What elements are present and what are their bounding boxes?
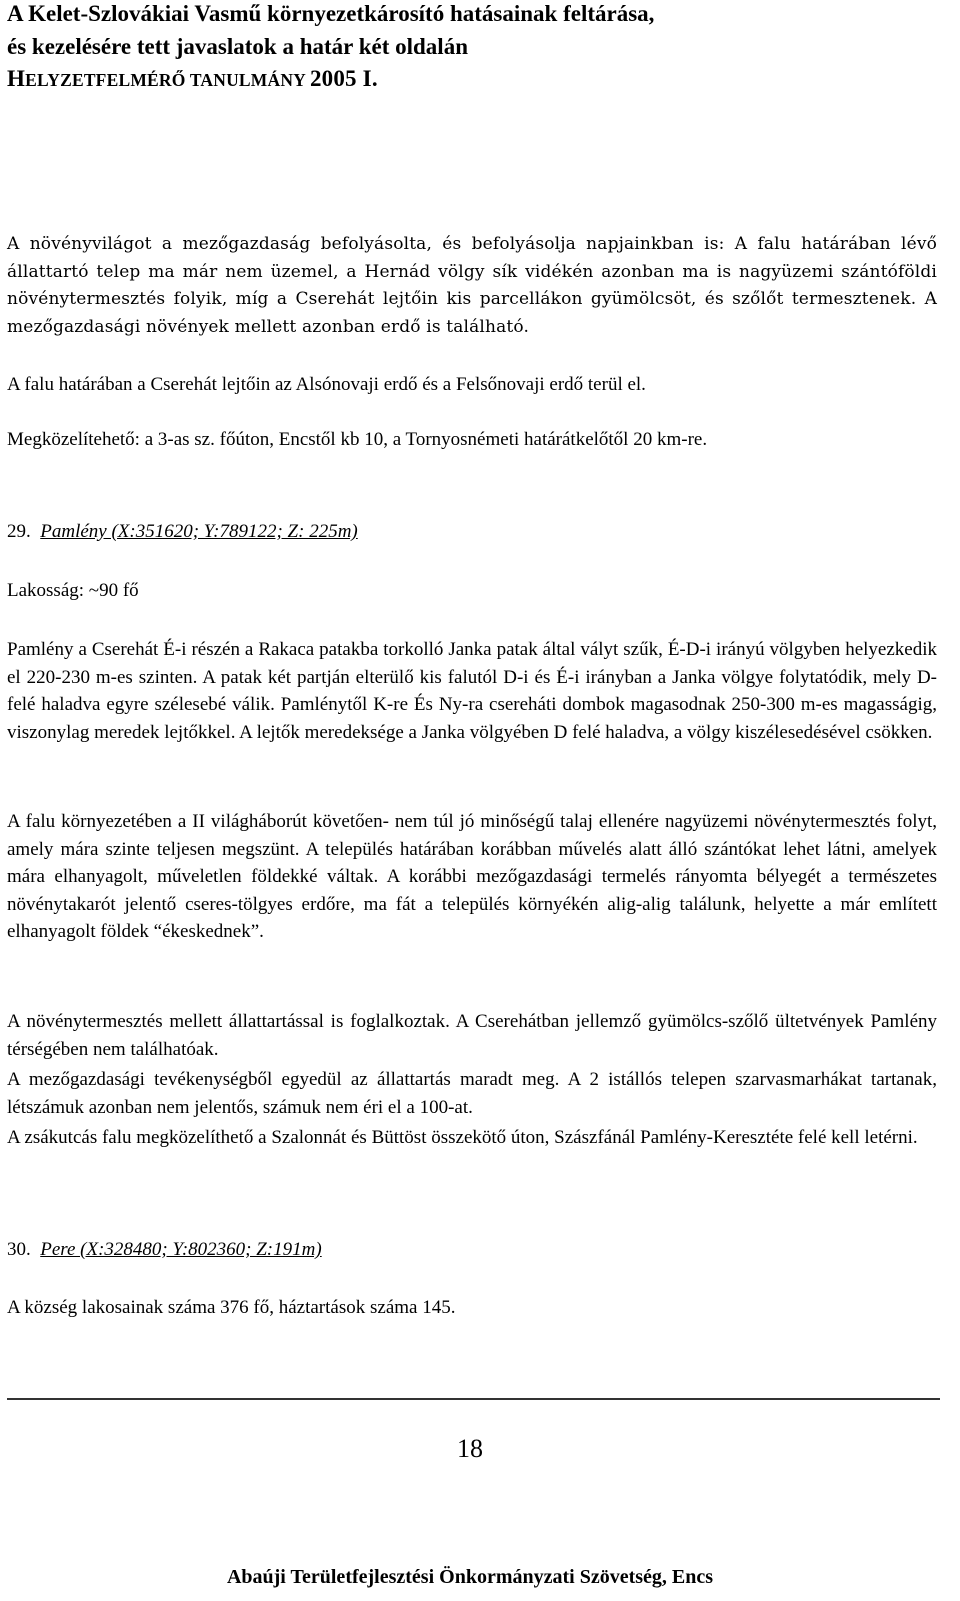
paragraph-livestock: A növénytermesztés mellett állattartással is foglalkoztak. A Cserehátban jellemző gyümölcs-szőlő ültetvények Pamlény térségében nem találhatóak. xyxy=(7,1011,937,1060)
header-subtitle-year: 2005 I. xyxy=(309,66,378,91)
header-subtitle-initial: H xyxy=(7,66,26,91)
paragraph-cattle: A mezőgazdasági tevékenységből egyedül az állattartás maradt meg. A 2 istállós telepen szarvasmarhákat tartanak, létszámuk azonban nem jelentős, számuk nem éri el a 100-at. xyxy=(7,1069,937,1118)
paragraph-agriculture-history: A falu környezetében a II világháborút követően- nem túl jó minőségű talaj ellenére nagyüzemi növénytermesztés folyt, amely mára szinte teljesen megszünt. A település határában korábban művelés alatt álló szántókat lehet látni, amelyek mára elhanyagolt, műveletlen földekké váltak. A korábbi mezőgazdasági termelés rányomta bélyegét a természetes növénytakarót jelentő cseres-tölgyes erdőre, ma fát a település környékén alig-alig találunk, helyette a már említett elhanyagolt földek “ékeskednek”. xyxy=(7,811,937,942)
paragraph-forests: A falu határában a Cserehát lejtőin az Alsónovaji erdő és a Felsőnovaji erdő terül el. xyxy=(7,374,646,395)
footer-divider xyxy=(7,1398,940,1400)
paragraph-dead-end-village: A zsákutcás falu megközelíthető a Szalonnát és Büttöst összekötő úton, Szászfánál Pamlény-Keresztéte felé kell letérni. xyxy=(7,1127,918,1148)
header-subtitle xyxy=(7,65,378,94)
section-title-29: Pamlény (X:351620; Y:789122; Z: 225m) xyxy=(40,521,358,542)
section-number-30: 30. xyxy=(7,1239,31,1260)
section-number-29: 29. xyxy=(7,521,31,542)
paragraph-vegetation: A növényvilágot a mezőgazdaság befolyásolta, és befolyásolja napjainkban is: A falu határában lévő állattartó telep ma már nem üzemel, a Hernád völgy sík vidékén azonban ma is nagyüzemi szántóföldi növénytermesztés folyik, míg a Cserehát lejtőin kis parcellákon gyümölcsöt, és szőlőt termesztenek. A mezőgazdasági növények mellett azonban erdő is található. xyxy=(7,234,937,337)
page-number: 18 xyxy=(457,1434,483,1463)
header-title-line1: A Kelet-Szlovákiai Vasmű környezetkárosító hatásainak feltárása, xyxy=(7,1,655,26)
header-title-line2: és kezelésére tett javaslatok a határ két oldalán xyxy=(7,34,468,59)
footer-organization: Abaúji Területfejlesztési Önkormányzati Szövetség, Encs xyxy=(226,1566,714,1588)
population-line: Lakosság: ~90 fő xyxy=(7,580,139,601)
paragraph-access: Megközelítehető: a 3-as sz. főúton, Encstől kb 10, a Tornyosnémeti határátkelőtől 20 km-re. xyxy=(7,429,708,450)
paragraph-geography: Pamlény a Cserehát É-i részén a Rakaca patakba torkolló Janka patak által vályt szűk, É-D-i irányú völgyben helyezkedik el 220-230 m-es szinten. A patak két partján elterülő kis falutól D-i és É-i irányban a Janka völgye folytatódik, mely D- felé haladva egyre szélesebé válik. Pamlénytől K-re És Ny-ra csereháti dombok magasodnak 250-300 m-es magasságig, viszonylag meredek lejtőkkel. A lejtők meredeksége a Janka völgyében D felé haladva, a völgy kiszélesedésével csökken. xyxy=(7,639,937,743)
section-heading-30 xyxy=(7,1236,322,1263)
section-title-30: Pere (X:328480; Y:802360; Z:191m) xyxy=(40,1239,322,1260)
paragraph-pere-population: A község lakosainak száma 376 fő, háztartások száma 145. xyxy=(7,1297,456,1318)
section-heading-29 xyxy=(7,518,358,545)
header-subtitle-text: ELYZETFELMÉRŐ TANULMÁNY xyxy=(25,70,310,90)
